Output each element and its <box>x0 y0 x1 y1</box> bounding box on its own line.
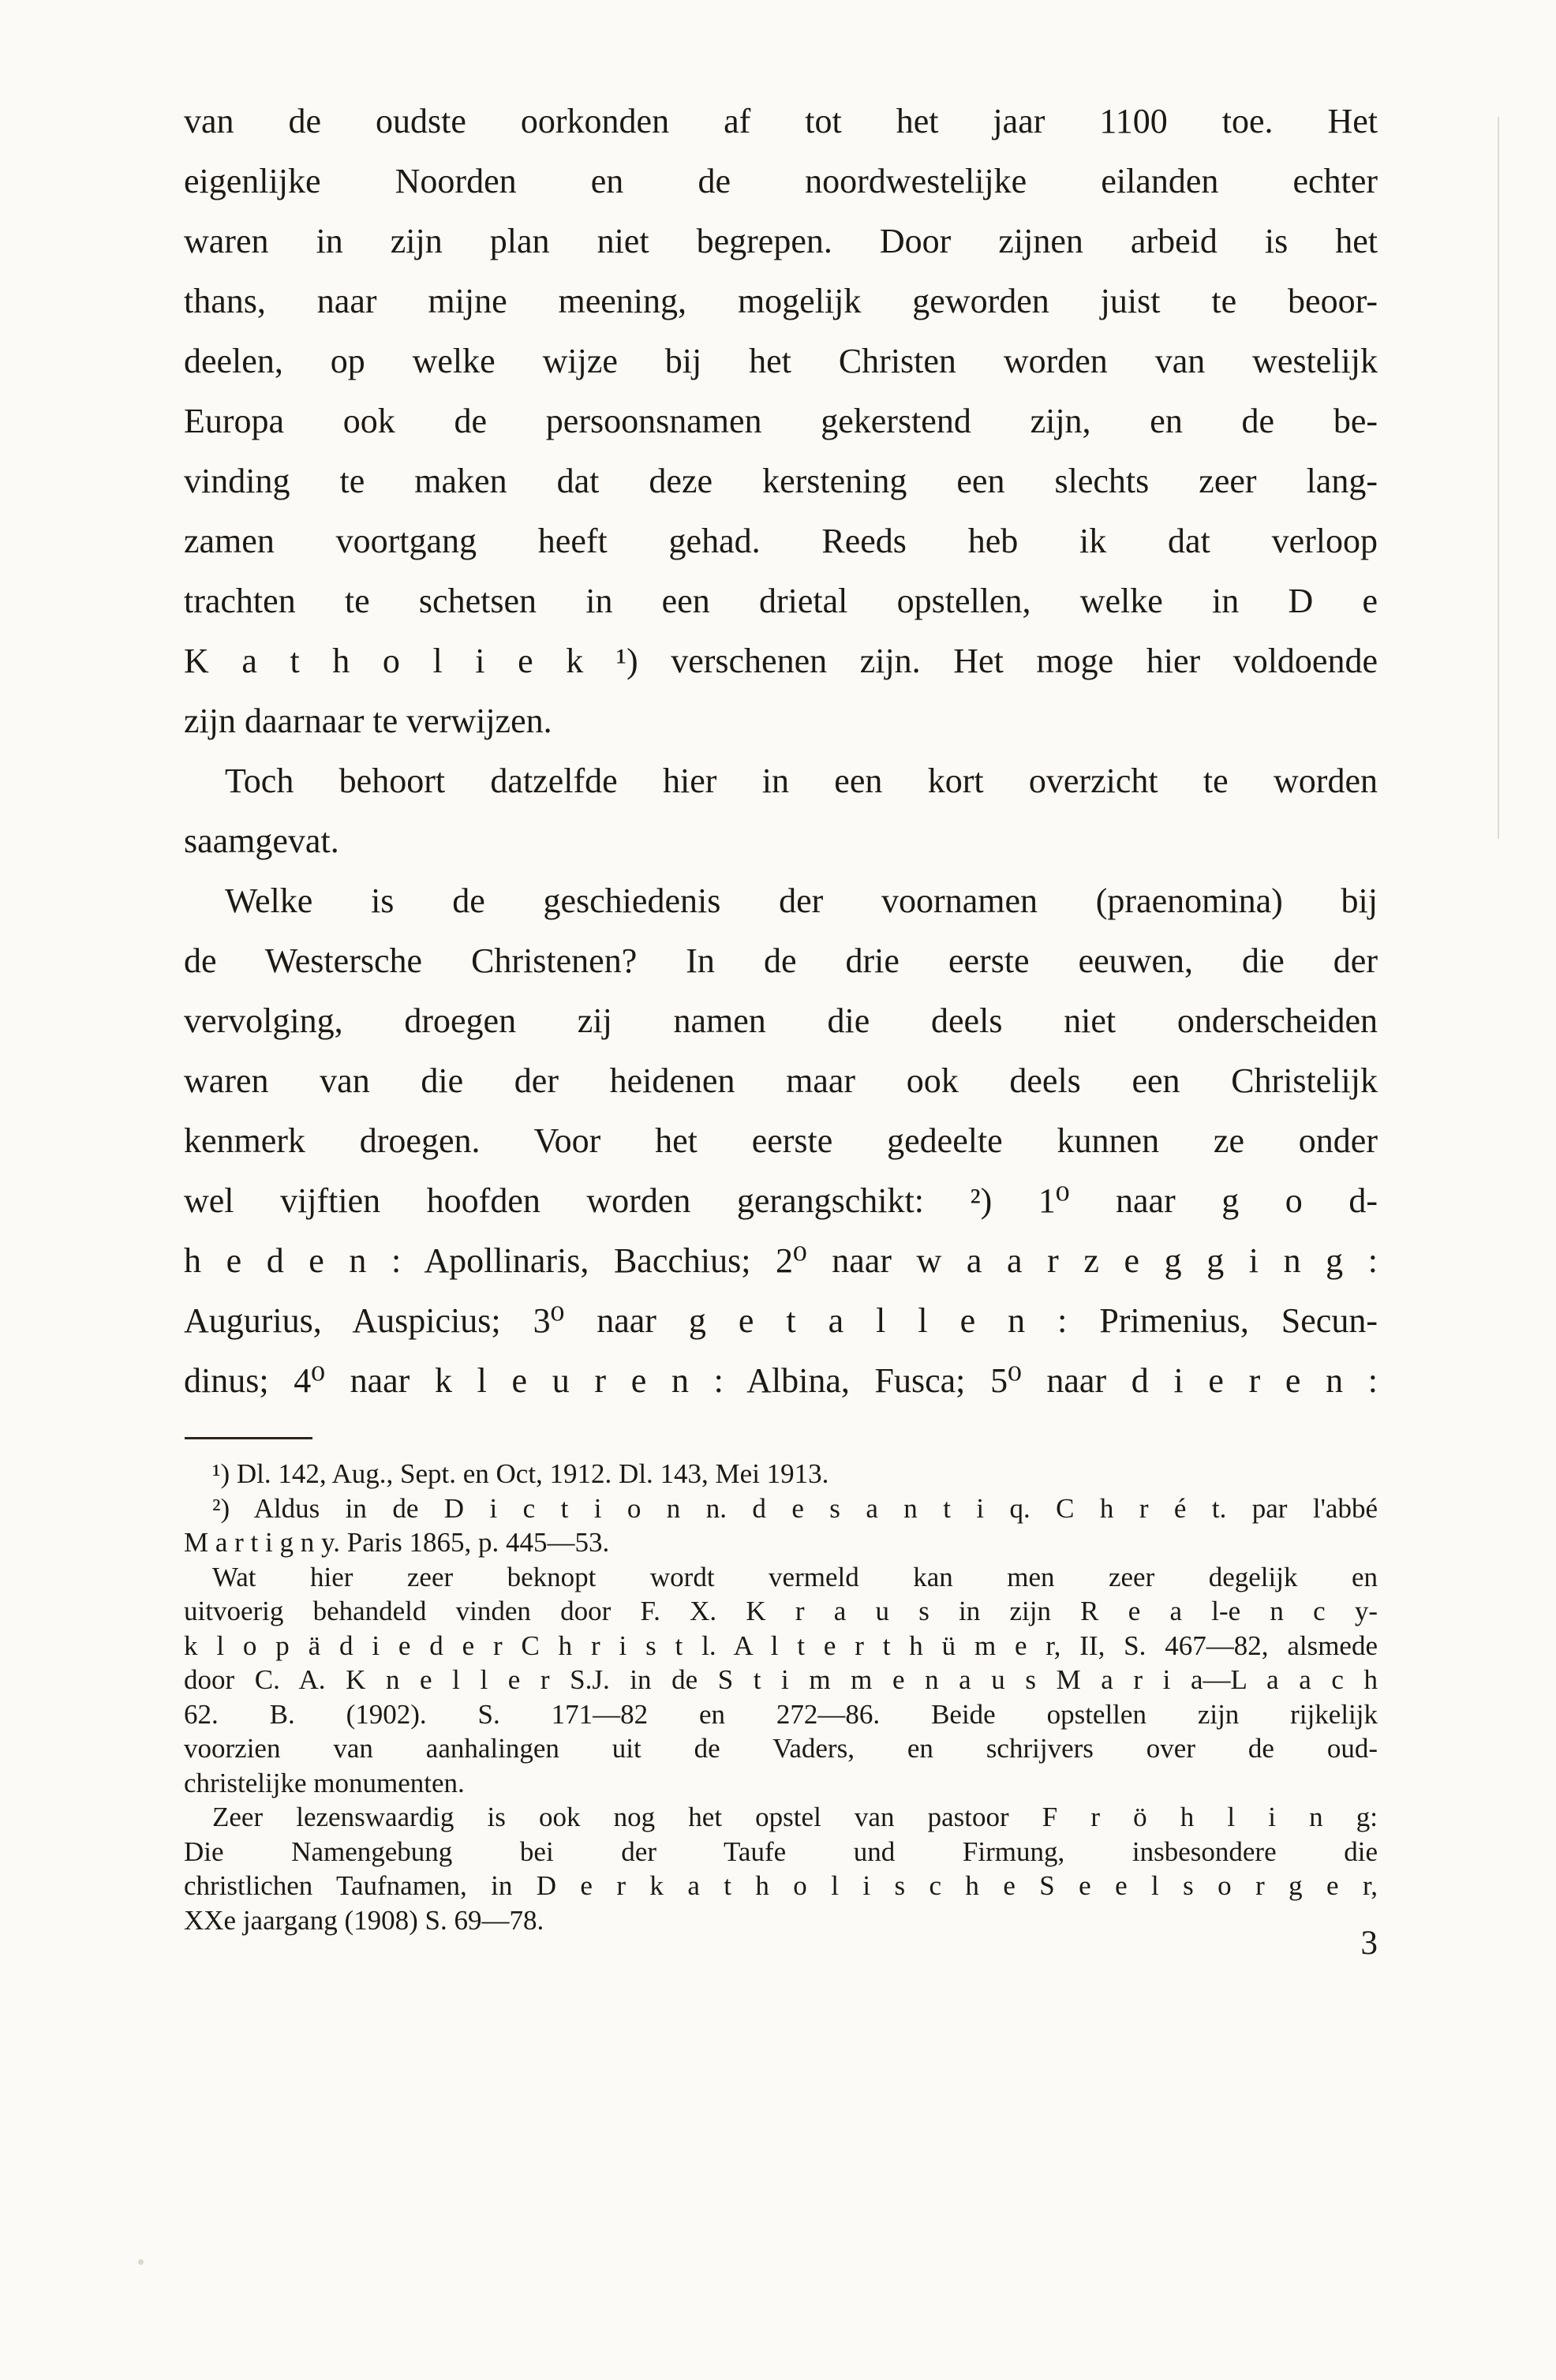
text-line: Welke is de geschiedenis der voornamen (praenomina) bij <box>225 881 1378 920</box>
footnote-line: ²) Aldus in de D i c t i o n n. d e s a n t i q. C h r é t. par l'abbé <box>212 1492 1378 1524</box>
text-line: waren in zijn plan niet begrepen. Door zijnen arbeid is het <box>184 222 1378 260</box>
page-number: 3 <box>1360 1925 1378 1962</box>
text-line: wel vijftien hoofden worden gerangschikt: ²) 1⁰ naar g o d- <box>184 1181 1378 1220</box>
text-line: deelen, op welke wijze bij het Christen worden van westelijk <box>184 342 1378 380</box>
footnote-line: k l o p ä d i e d e r C h r i s t l. A l t e r t h ü m e r, II, S. 467—82, alsmede <box>184 1630 1378 1661</box>
text-line: van de oudste oorkonden af tot het jaar 1100 toe. Het <box>184 102 1378 140</box>
footnote-line: Die Namengebung bei der Taufe und Firmung, insbesondere die <box>184 1836 1378 1867</box>
footnote-line: christlichen Taufnamen, in D e r k a t h o l i s c h e S e e l s o r g e r, <box>184 1870 1378 1901</box>
footnote-line: 62. B. (1902). S. 171—82 en 272—86. Beide opstellen zijn rijkelijk <box>184 1698 1378 1730</box>
text-line: zijn daarnaar te verwijzen. <box>184 702 552 740</box>
text-line: h e d e n : Apollinaris, Bacchius; 2⁰ naar w a a r z e g g i n g : <box>184 1241 1378 1280</box>
footnotes <box>184 1457 1378 1937</box>
text-line: saamgevat. <box>184 821 339 860</box>
text-line: dinus; 4⁰ naar k l e u r e n : Albina, Fusca; 5⁰ naar d i e r e n : <box>184 1361 1378 1400</box>
text-line: Europa ook de persoonsnamen gekerstend zijn, en de be- <box>184 402 1378 440</box>
text-line: de Westersche Christenen? In de drie eerste eeuwen, die der <box>184 941 1378 980</box>
text-line: eigenlijke Noorden en de noordwestelijke eilanden echter <box>184 162 1378 200</box>
scan-artifact-line <box>1498 117 1499 839</box>
text-line: K a t h o l i e k ¹) verschenen zijn. Het moge hier voldoende <box>184 642 1378 680</box>
text-line: kenmerk droegen. Voor het eerste gedeelte kunnen ze onder <box>184 1121 1378 1160</box>
text-line: trachten te schetsen in een drietal opstellen, welke in D e <box>184 582 1378 620</box>
footnote-line: uitvoerig behandeld vinden door F. X. K r a u s in zijn R e a l-e n c y- <box>184 1596 1378 1626</box>
footnote-line: M a r t i g n y. Paris 1865, p. 445—53. <box>184 1527 610 1558</box>
footnote-separator <box>185 1437 312 1439</box>
scan-speck <box>138 2259 144 2265</box>
footnote-line: voorzien van aanhalingen uit de Vaders, en schrijvers over de oud- <box>184 1733 1378 1764</box>
text-line: Augurius, Auspicius; 3⁰ naar g e t a l l e n : Primenius, Secun- <box>184 1301 1378 1340</box>
footnote-line: ¹) Dl. 142, Aug., Sept. en Oct, 1912. Dl. 143, Mei 1913. <box>212 1458 829 1489</box>
footnote-line: Wat hier zeer beknopt wordt vermeld kan men zeer degelijk en <box>212 1561 1378 1592</box>
text-line: waren van die der heidenen maar ook deels een Christelijk <box>184 1061 1378 1100</box>
text-line: vinding te maken dat deze kerstening een slechts zeer lang- <box>184 462 1378 500</box>
footnote-line: XXe jaargang (1908) S. 69—78. <box>184 1904 544 1936</box>
footnote-line: door C. A. K n e l l e r S.J. in de S t i m m e n a u s M a r i a—L a a c h <box>184 1664 1378 1695</box>
footnote-line: Zeer lezenswaardig is ook nog het opstel van pastoor F r ö h l i n g: <box>212 1802 1378 1832</box>
text-line: Toch behoort datzelfde hier in een kort overzicht te worden <box>225 762 1378 800</box>
text-line: vervolging, droegen zij namen die deels niet onderscheiden <box>184 1001 1378 1040</box>
body-text <box>184 92 1378 1411</box>
text-line: thans, naar mijne meening, mogelijk geworden juist te beoor- <box>184 282 1378 320</box>
footnote-line: christelijke monumenten. <box>184 1767 465 1798</box>
text-line: zamen voortgang heeft gehad. Reeds heb ik dat verloop <box>184 522 1378 560</box>
